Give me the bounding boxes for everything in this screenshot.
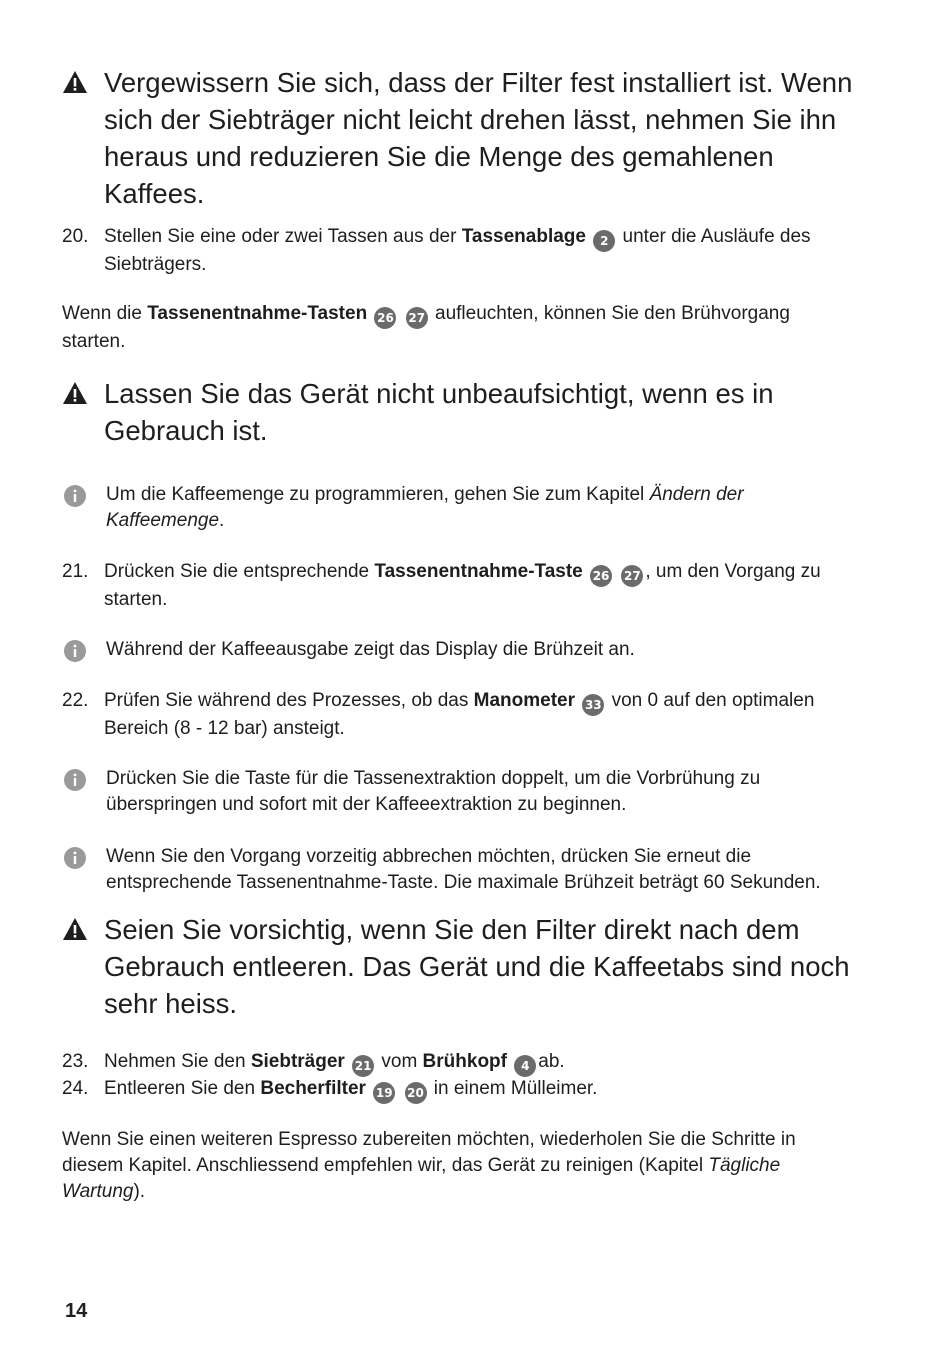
info-text: Drücken Sie die Taste für die Tassenextraktion doppelt, um die Vorbrühung zu überspringen und sofort mit der Kaffeeextraktion zu beginnen. <box>106 768 761 815</box>
text-segment: Nehmen Sie den <box>104 1051 251 1072</box>
part-number-badge: 21 <box>352 1055 374 1077</box>
text-segment: Um die Kaffeemenge zu programmieren, gehen Sie zum Kapitel <box>106 484 650 505</box>
step-number: 20. <box>62 226 89 247</box>
text-segment: Stellen Sie eine oder zwei Tassen aus der <box>104 226 462 247</box>
info-circle-icon <box>64 640 86 662</box>
info-text: Während der Kaffeeausgabe zeigt das Display die Brühzeit an. <box>106 639 635 660</box>
warning-text: Lassen Sie das Gerät nicht unbeaufsichtigt, wenn es in Gebrauch ist. <box>104 378 774 446</box>
part-name: Becherfilter <box>260 1078 366 1099</box>
paragraph <box>62 301 852 355</box>
text-segment: . <box>219 510 225 531</box>
step-text <box>104 688 862 742</box>
chapter-reference: Ändern der Kaffeemenge <box>106 484 744 531</box>
text-segment: , um den Vorgang zu starten. <box>104 561 821 610</box>
part-number-badge: 27 <box>621 565 643 587</box>
step-number: 23. <box>62 1051 89 1072</box>
warning-block <box>62 911 862 1022</box>
warning-triangle-icon <box>62 917 88 941</box>
text-segment: ). <box>133 1181 146 1202</box>
part-number-badge: 33 <box>582 694 604 716</box>
info-note <box>62 766 862 818</box>
step-number: 24. <box>62 1078 89 1099</box>
step-text <box>104 1076 862 1104</box>
info-note <box>62 844 862 896</box>
text-segment: Prüfen Sie während des Prozesses, ob das <box>104 690 474 711</box>
warning-block <box>62 375 862 449</box>
warning-block <box>62 64 862 212</box>
step-21 <box>62 559 862 613</box>
step-23 <box>62 1049 862 1077</box>
step-number: 21. <box>62 561 89 582</box>
paragraph <box>62 1127 842 1205</box>
step-22 <box>62 688 862 742</box>
chapter-reference: Tägliche Wartung <box>62 1155 781 1202</box>
step-20 <box>62 224 862 278</box>
warning-triangle-icon <box>62 381 88 405</box>
text-segment: in einem Mülleimer. <box>428 1078 598 1099</box>
text-segment: Drücken Sie die entsprechende <box>104 561 375 582</box>
step-24 <box>62 1076 862 1104</box>
part-name: Brühkopf <box>422 1051 507 1072</box>
step-number: 22. <box>62 690 89 711</box>
info-circle-icon <box>64 769 86 791</box>
info-circle-icon <box>64 485 86 507</box>
part-name: Tassenentnahme-Tasten <box>147 303 368 324</box>
info-text <box>106 482 862 534</box>
text-segment: Wenn die <box>62 303 148 324</box>
step-text <box>104 559 862 613</box>
part-number-badge: 20 <box>405 1082 427 1104</box>
text-segment: unter die Ausläufe des Siebträgers. <box>104 226 811 275</box>
text-segment: von 0 auf den optimalen Bereich (8 - 12 bar) ansteigt. <box>104 690 815 739</box>
info-text: Wenn Sie den Vorgang vorzeitig abbrechen möchten, drücken Sie erneut die entsprechende Tassenentnahme-Taste. Die maximale Brühzeit beträgt 60 Sekunden. <box>106 846 821 893</box>
part-name: Tassenentnahme-Taste <box>374 561 583 582</box>
info-note <box>62 482 862 534</box>
text-segment: ab. <box>538 1051 565 1072</box>
part-name: Siebträger <box>250 1051 345 1072</box>
info-note <box>62 637 862 663</box>
text-segment: Entleeren Sie den <box>104 1078 261 1099</box>
part-number-badge: 2 <box>593 230 615 252</box>
step-text <box>104 224 862 278</box>
part-number-badge: 26 <box>590 565 612 587</box>
part-name: Manometer <box>473 690 576 711</box>
text-segment: vom <box>376 1051 423 1072</box>
step-text <box>104 1049 862 1077</box>
part-name: Tassenablage <box>461 226 586 247</box>
warning-text: Vergewissern Sie sich, dass der Filter fest installiert ist. Wenn sich der Siebträger nicht leicht drehen lässt, nehmen Sie ihn heraus und reduzieren Sie die Menge des gemahlenen Kaffees. <box>104 67 853 209</box>
text-segment: aufleuchten, können Sie den Brühvorgang starten. <box>62 303 790 352</box>
part-number-badge: 27 <box>406 307 428 329</box>
info-circle-icon <box>64 847 86 869</box>
page-number: 14 <box>65 1300 88 1322</box>
text-segment: Wenn Sie einen weiteren Espresso zubereiten möchten, wiederholen Sie die Schritte in diesem Kapitel. Anschliessend empfehlen wir, das Gerät zu reinigen (Kapitel <box>62 1129 796 1176</box>
warning-text: Seien Sie vorsichtig, wenn Sie den Filter direkt nach dem Gebrauch entleeren. Das Gerät und die Kaffeetabs sind noch sehr heiss. <box>104 914 850 1019</box>
warning-triangle-icon <box>62 70 88 94</box>
part-number-badge: 4 <box>514 1055 536 1077</box>
part-number-badge: 26 <box>374 307 396 329</box>
part-number-badge: 19 <box>373 1082 395 1104</box>
